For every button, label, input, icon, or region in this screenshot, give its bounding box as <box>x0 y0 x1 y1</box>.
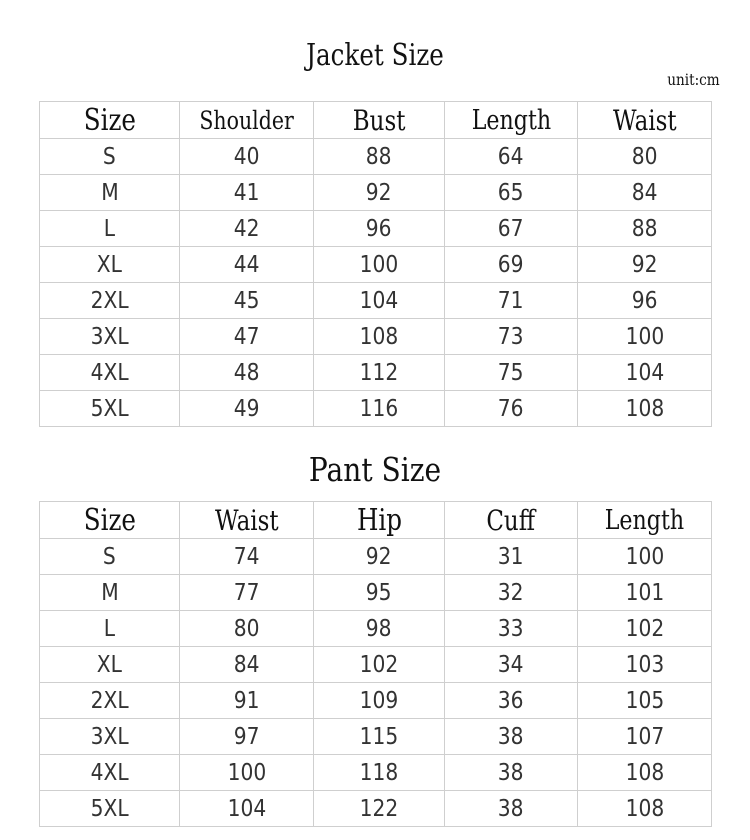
pant-cell-size: L <box>40 611 180 647</box>
pant-cell-length: 107 <box>578 719 712 755</box>
jacket-cell-waist: 88 <box>578 211 712 247</box>
pant-cell-cuff: 36 <box>445 683 578 719</box>
jacket-cell-length: 76 <box>445 391 578 427</box>
pant-cell-waist: 74 <box>180 539 314 575</box>
jacket-table-row <box>40 175 712 211</box>
jacket-cell-shoulder: 44 <box>180 247 314 283</box>
pant-table-row <box>40 539 712 575</box>
pant-cell-size: XL <box>40 647 180 683</box>
jacket-size-title: Jacket Size <box>306 38 444 73</box>
jacket-cell-waist: 100 <box>578 319 712 355</box>
pant-cell-waist: 97 <box>180 719 314 755</box>
pant-size-table <box>39 501 712 827</box>
jacket-cell-bust: 104 <box>314 283 445 319</box>
jacket-header-size: Size <box>40 102 180 139</box>
jacket-cell-bust: 112 <box>314 355 445 391</box>
jacket-cell-size: 2XL <box>40 283 180 319</box>
jacket-cell-shoulder: 40 <box>180 139 314 175</box>
pant-header-hip: Hip <box>314 502 445 539</box>
pant-cell-length: 108 <box>578 755 712 791</box>
pant-header-length: Length <box>578 502 712 539</box>
jacket-cell-bust: 108 <box>314 319 445 355</box>
jacket-cell-size: 5XL <box>40 391 180 427</box>
pant-table-row <box>40 683 712 719</box>
pant-table-row <box>40 647 712 683</box>
pant-cell-size: S <box>40 539 180 575</box>
jacket-cell-size: XL <box>40 247 180 283</box>
jacket-size-table <box>39 101 712 427</box>
pant-cell-size: 2XL <box>40 683 180 719</box>
pant-cell-waist: 77 <box>180 575 314 611</box>
pant-cell-size: 3XL <box>40 719 180 755</box>
jacket-cell-shoulder: 47 <box>180 319 314 355</box>
jacket-cell-length: 67 <box>445 211 578 247</box>
jacket-table-row <box>40 139 712 175</box>
jacket-cell-size: 4XL <box>40 355 180 391</box>
jacket-cell-waist: 80 <box>578 139 712 175</box>
pant-table-row <box>40 611 712 647</box>
jacket-cell-size: M <box>40 175 180 211</box>
pant-cell-cuff: 34 <box>445 647 578 683</box>
pant-cell-cuff: 38 <box>445 719 578 755</box>
jacket-table-row <box>40 283 712 319</box>
pant-cell-hip: 115 <box>314 719 445 755</box>
jacket-cell-waist: 84 <box>578 175 712 211</box>
pant-cell-size: 4XL <box>40 755 180 791</box>
jacket-cell-waist: 96 <box>578 283 712 319</box>
pant-cell-hip: 118 <box>314 755 445 791</box>
pant-header-size: Size <box>40 502 180 539</box>
jacket-cell-bust: 88 <box>314 139 445 175</box>
jacket-header-length: Length <box>445 102 578 139</box>
jacket-header-row <box>40 102 712 139</box>
pant-cell-hip: 98 <box>314 611 445 647</box>
pant-table-row <box>40 575 712 611</box>
jacket-cell-length: 71 <box>445 283 578 319</box>
pant-cell-cuff: 31 <box>445 539 578 575</box>
jacket-cell-shoulder: 41 <box>180 175 314 211</box>
pant-cell-cuff: 33 <box>445 611 578 647</box>
jacket-header-shoulder: Shoulder <box>180 102 314 139</box>
pant-header-row <box>40 502 712 539</box>
pant-size-title: Pant Size <box>308 450 442 489</box>
pant-cell-cuff: 38 <box>445 755 578 791</box>
unit-label: unit:cm <box>667 70 720 89</box>
jacket-cell-shoulder: 42 <box>180 211 314 247</box>
pant-cell-waist: 80 <box>180 611 314 647</box>
pant-cell-hip: 92 <box>314 539 445 575</box>
pant-table-row <box>40 755 712 791</box>
pant-table-row <box>40 791 712 827</box>
jacket-table-row <box>40 355 712 391</box>
jacket-cell-shoulder: 49 <box>180 391 314 427</box>
pant-cell-hip: 122 <box>314 791 445 827</box>
jacket-cell-shoulder: 48 <box>180 355 314 391</box>
pant-table-row <box>40 719 712 755</box>
pant-cell-size: M <box>40 575 180 611</box>
jacket-cell-waist: 104 <box>578 355 712 391</box>
jacket-cell-shoulder: 45 <box>180 283 314 319</box>
jacket-table-row <box>40 211 712 247</box>
pant-cell-length: 108 <box>578 791 712 827</box>
pant-cell-waist: 100 <box>180 755 314 791</box>
pant-cell-length: 103 <box>578 647 712 683</box>
pant-cell-cuff: 38 <box>445 791 578 827</box>
pant-cell-length: 100 <box>578 539 712 575</box>
jacket-cell-bust: 100 <box>314 247 445 283</box>
jacket-table-row <box>40 319 712 355</box>
jacket-cell-size: S <box>40 139 180 175</box>
pant-cell-hip: 95 <box>314 575 445 611</box>
jacket-cell-length: 73 <box>445 319 578 355</box>
jacket-table-row <box>40 391 712 427</box>
pant-cell-waist: 104 <box>180 791 314 827</box>
jacket-cell-length: 64 <box>445 139 578 175</box>
jacket-cell-length: 65 <box>445 175 578 211</box>
jacket-cell-length: 69 <box>445 247 578 283</box>
pant-cell-length: 105 <box>578 683 712 719</box>
jacket-cell-size: 3XL <box>40 319 180 355</box>
jacket-cell-bust: 92 <box>314 175 445 211</box>
jacket-cell-bust: 96 <box>314 211 445 247</box>
pant-cell-hip: 109 <box>314 683 445 719</box>
pant-cell-size: 5XL <box>40 791 180 827</box>
jacket-cell-waist: 108 <box>578 391 712 427</box>
jacket-cell-bust: 116 <box>314 391 445 427</box>
pant-cell-waist: 84 <box>180 647 314 683</box>
pant-header-waist: Waist <box>180 502 314 539</box>
pant-cell-length: 101 <box>578 575 712 611</box>
pant-header-cuff: Cuff <box>445 502 578 539</box>
pant-cell-length: 102 <box>578 611 712 647</box>
jacket-table-row <box>40 247 712 283</box>
jacket-cell-size: L <box>40 211 180 247</box>
jacket-cell-length: 75 <box>445 355 578 391</box>
jacket-header-bust: Bust <box>314 102 445 139</box>
jacket-header-waist: Waist <box>578 102 712 139</box>
pant-cell-cuff: 32 <box>445 575 578 611</box>
pant-cell-waist: 91 <box>180 683 314 719</box>
jacket-cell-waist: 92 <box>578 247 712 283</box>
pant-cell-hip: 102 <box>314 647 445 683</box>
